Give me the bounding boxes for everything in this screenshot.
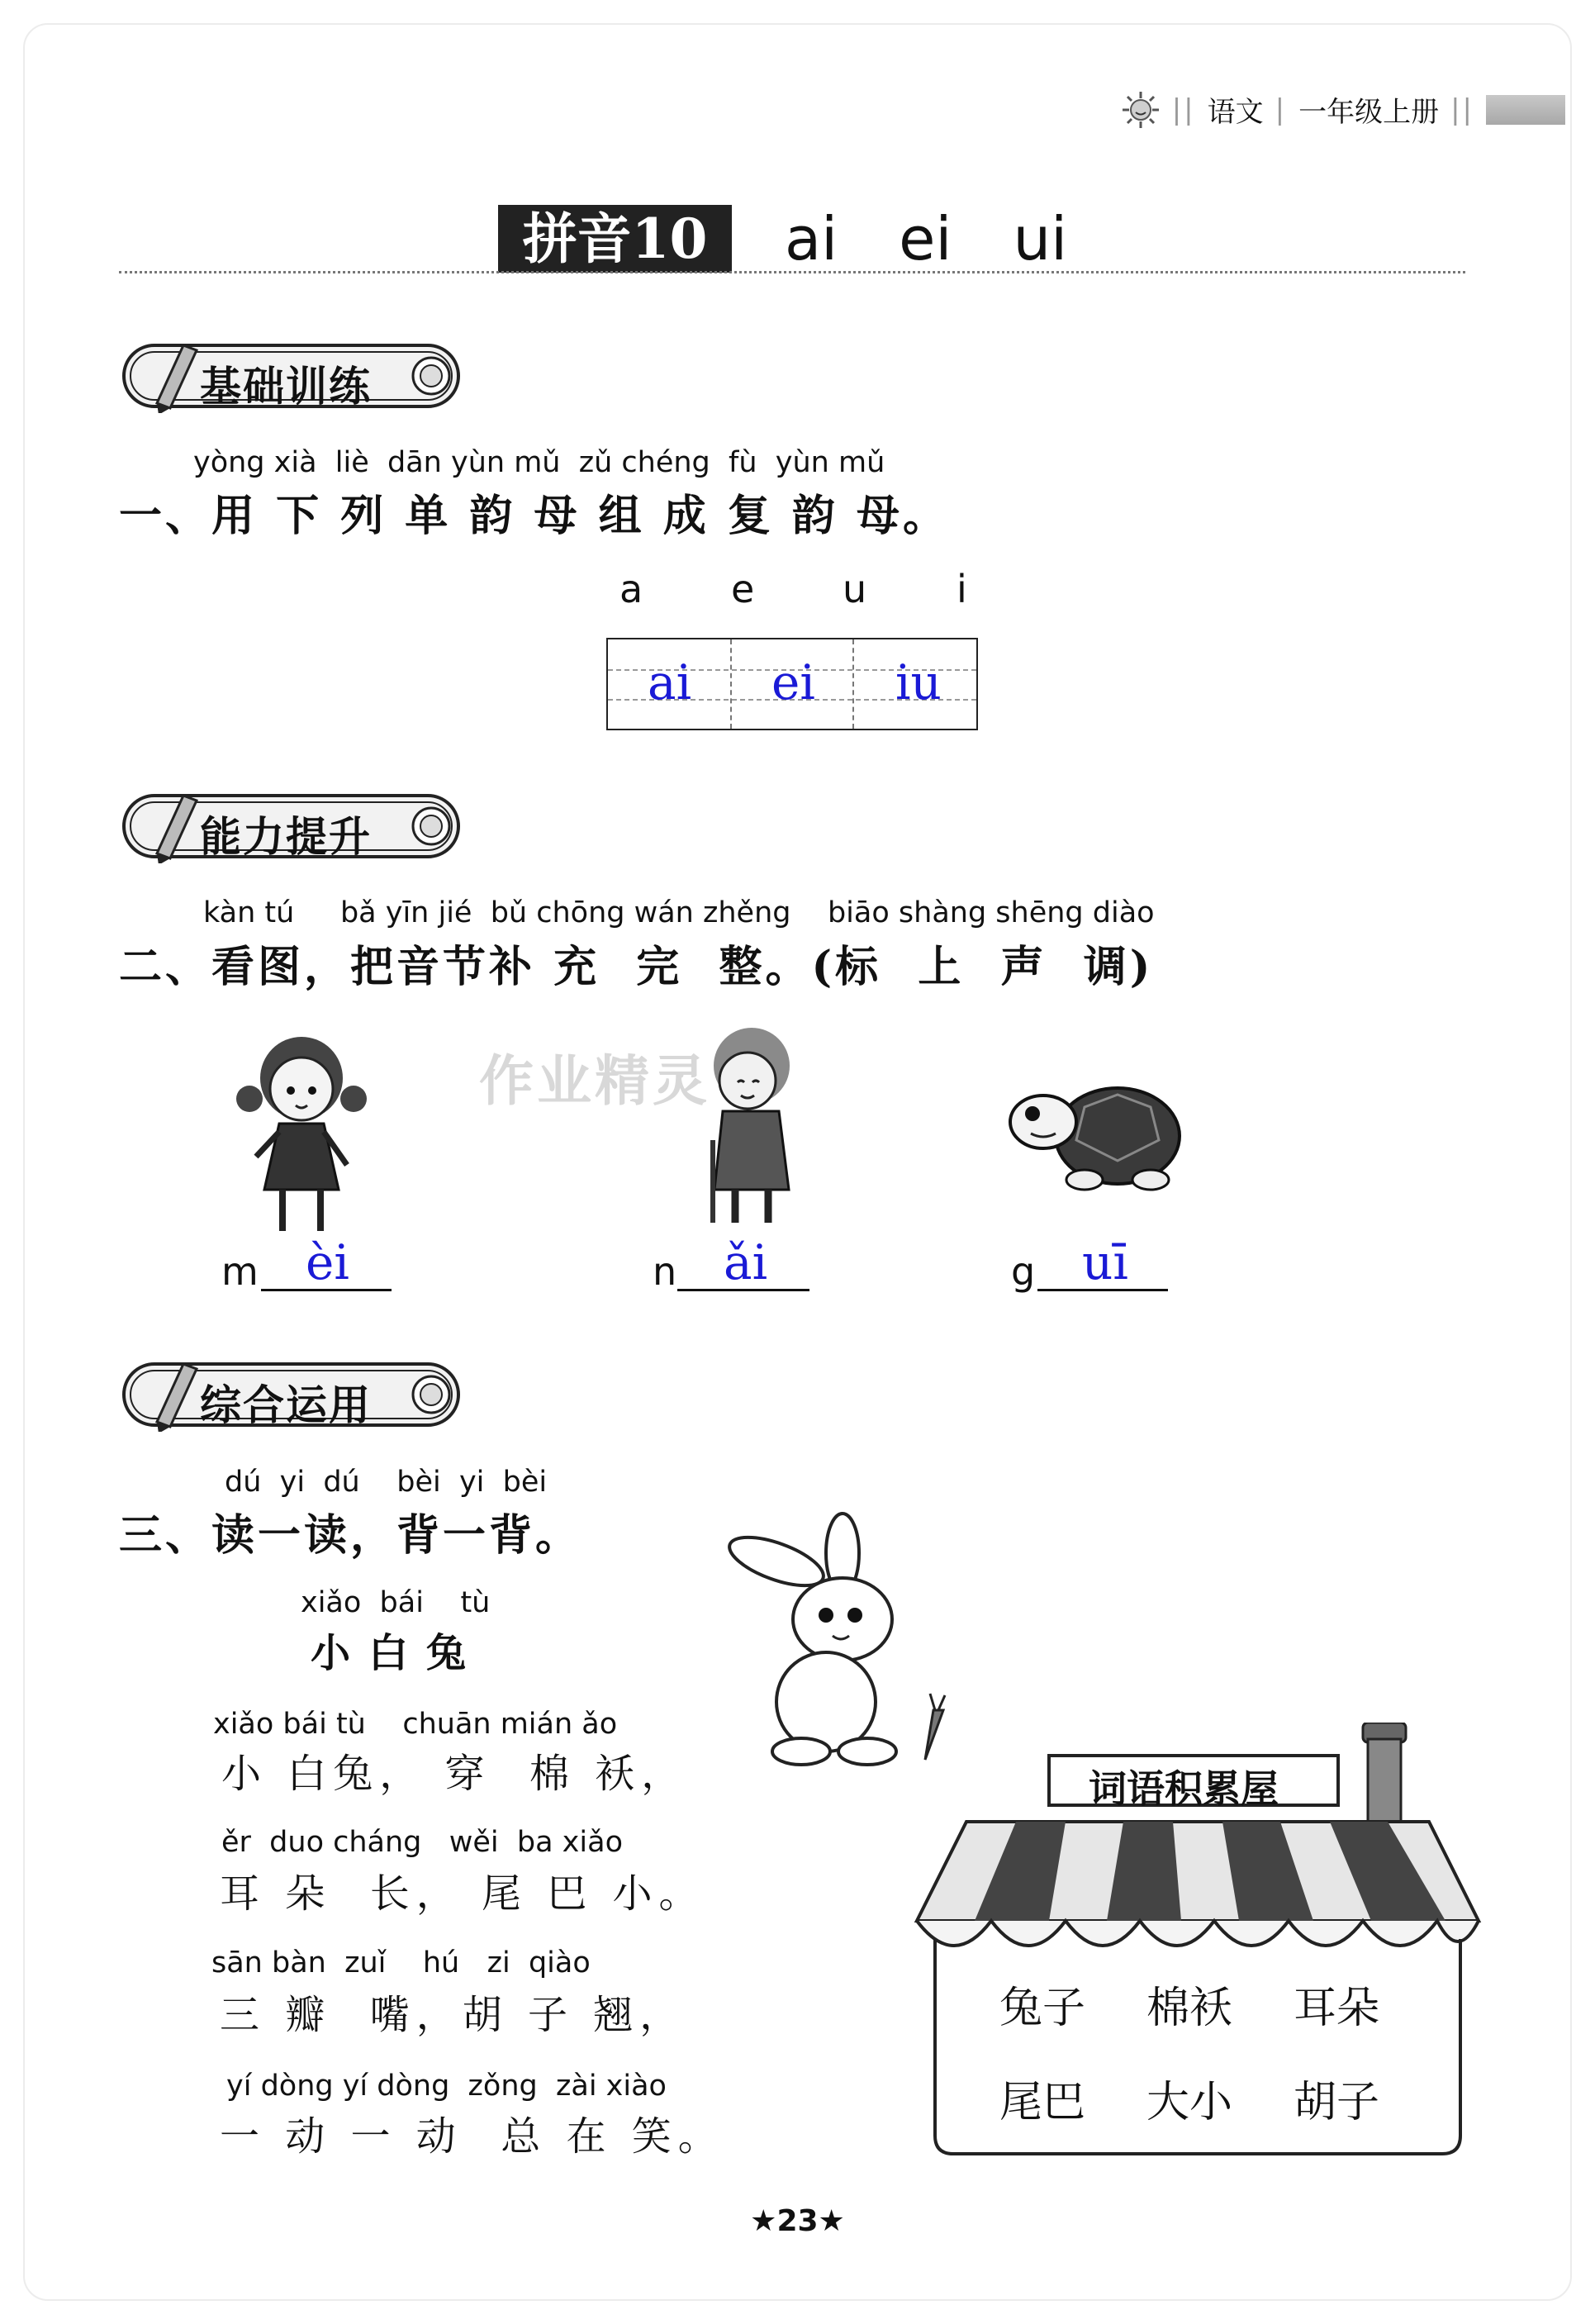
word: 尾巴 <box>999 2078 1086 2127</box>
poem-pinyin: xiǎo bái tù chuān mián ǎo <box>213 1708 618 1741</box>
poem-pinyin: sān bàn zuǐ hú zi qiào <box>211 1946 591 1979</box>
grandma-picture <box>690 1024 805 1231</box>
turtle-picture <box>1006 1074 1188 1198</box>
word: 兔子 <box>999 1984 1086 2033</box>
header-grey-bar <box>1486 95 1565 125</box>
title-letters <box>785 205 1128 273</box>
poem-line: 一 动 一 动 总 在 笑。 <box>220 2113 724 2160</box>
poem-pinyin: yí dòng yí dòng zǒng zài xiào <box>226 2070 667 2103</box>
blank-answer: ǎi <box>724 1234 768 1290</box>
letter: i <box>957 567 967 611</box>
letter: e <box>731 567 755 611</box>
sun-icon <box>1121 90 1161 130</box>
poem-title-pinyin: xiǎo bái tù <box>301 1586 491 1619</box>
title-letter: ei <box>899 204 952 273</box>
q3-pinyin: dú yi dú bèi yi bèi <box>225 1466 548 1499</box>
section-title: 能力提升 <box>200 813 372 861</box>
subject-label: 语文 <box>1207 96 1264 129</box>
section-badge-ability <box>117 789 468 863</box>
blank-answer: uī <box>1082 1234 1128 1290</box>
star-icon: ★ <box>818 2204 845 2238</box>
blank-prefix: n <box>653 1249 677 1294</box>
section-title: 综合运用 <box>200 1381 372 1429</box>
word: 胡子 <box>1294 2078 1380 2127</box>
q1-pinyin: yòng xià liè dān yùn mǔ zǔ chéng fù yùn mǔ <box>193 446 885 479</box>
page-header: || 语文 | 一年级上册 || <box>1121 89 1565 130</box>
title-letter: ai <box>785 204 838 273</box>
blank-prefix: m <box>221 1249 259 1294</box>
star-icon: ★ <box>750 2204 777 2238</box>
word: 大小 <box>1146 2078 1233 2127</box>
poem-line: 小 白兔， 穿 棉 袄， <box>221 1751 688 1797</box>
lesson-title: 拼音10 <box>498 205 732 273</box>
section-badge-apply <box>117 1357 468 1432</box>
title-divider <box>119 271 1465 273</box>
page-number: ★23★ <box>750 2204 845 2238</box>
grid-answer: ai <box>648 654 692 711</box>
watermark: 作业精灵 <box>479 1049 710 1113</box>
blank-prefix: g <box>1011 1249 1036 1294</box>
girl-picture <box>231 1033 372 1239</box>
section-badge-basic <box>117 339 468 413</box>
grid-answer: ei <box>771 654 815 711</box>
word: 棉袄 <box>1146 1984 1233 2033</box>
letter: a <box>619 567 643 611</box>
grade-label: 一年级上册 <box>1298 96 1440 129</box>
poem-title: 小白兔 <box>311 1630 485 1676</box>
poem-line: 三 瓣 嘴，胡 子 翘， <box>220 1992 686 2038</box>
blank-answer: èi <box>306 1234 349 1290</box>
answer-grid <box>606 638 978 730</box>
poem-line: 耳 朵 长， 尾 巴 小。 <box>220 1870 705 1917</box>
q1-text: 一、用 下 列 单 韵 母 组 成 复 韵 母。 <box>119 491 950 541</box>
q3-text: 三、读一读，背一背。 <box>119 1510 582 1561</box>
word-house-title: 词语积累屋 <box>1089 1766 1279 1811</box>
word: 耳朵 <box>1294 1984 1380 2033</box>
letter: u <box>843 567 867 611</box>
section-title: 基础训练 <box>200 363 372 411</box>
q2-pinyin: kàn tú bǎ yīn jié bǔ chōng wán zhěng biāo shàng shēng diào <box>203 896 1155 929</box>
grid-answer: iu <box>895 654 942 711</box>
q2-text: 二、看图，把音节补 充 完 整。(标 上 声 调) <box>119 942 1154 992</box>
title-letter: ui <box>1013 204 1068 273</box>
poem-pinyin: ěr duo cháng wěi ba xiǎo <box>221 1826 623 1859</box>
